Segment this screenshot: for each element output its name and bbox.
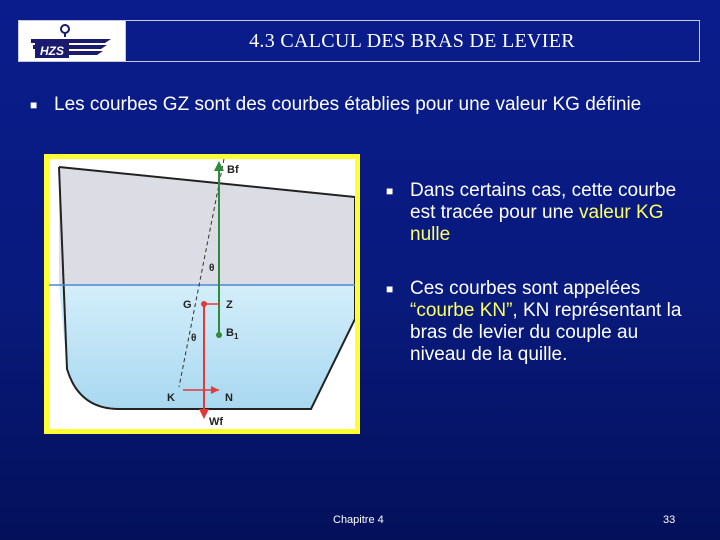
bullet-gz-curves — [30, 94, 690, 116]
ship-stability-figure — [44, 154, 360, 434]
highlight-kg-nulle: valeur KG nulle — [410, 202, 664, 245]
highlight-courbe-kn: “courbe KN” — [410, 300, 513, 321]
footer-page-number: 33 — [663, 514, 676, 526]
label-theta-top: θ — [209, 263, 215, 274]
label-z: Z — [226, 299, 233, 311]
slide-title: 4.3 CALCUL DES BRAS DE LEVIER — [249, 30, 575, 52]
square-bullet-icon: ■ — [386, 184, 394, 198]
square-bullet-icon: ■ — [386, 282, 394, 296]
label-n: N — [225, 392, 233, 404]
hzs-logo — [19, 21, 126, 61]
label-theta-bottom: θ — [191, 333, 197, 344]
bullet-text-end: , KN représentant la bras de levier du couple au niveau de la quille. — [410, 300, 682, 365]
label-bf: Bf — [227, 164, 239, 176]
footer-chapter: Chapitre 4 — [333, 514, 384, 526]
label-b1: $B_1$ — [226, 327, 239, 341]
label-g: G — [183, 299, 192, 311]
bullet-text: Ces courbes sont appelées — [410, 278, 641, 299]
heeled-ship-diagram — [49, 159, 355, 429]
label-wf: Wf — [209, 416, 224, 428]
bullet-text: Les courbes GZ sont des courbes établies pour une valeur KG définie — [54, 94, 642, 115]
bullet-text: Dans certains cas, cette courbe est tracée pour une — [410, 180, 677, 223]
slide-header — [18, 20, 700, 62]
logo-graphic — [19, 21, 125, 61]
point-b1 — [216, 332, 222, 338]
logo-text: HZS — [40, 44, 64, 58]
bullet-kg-zero — [386, 180, 686, 246]
square-bullet-icon: ■ — [30, 98, 38, 112]
label-k: K — [167, 392, 175, 404]
bullet-kn-curves — [386, 278, 686, 366]
